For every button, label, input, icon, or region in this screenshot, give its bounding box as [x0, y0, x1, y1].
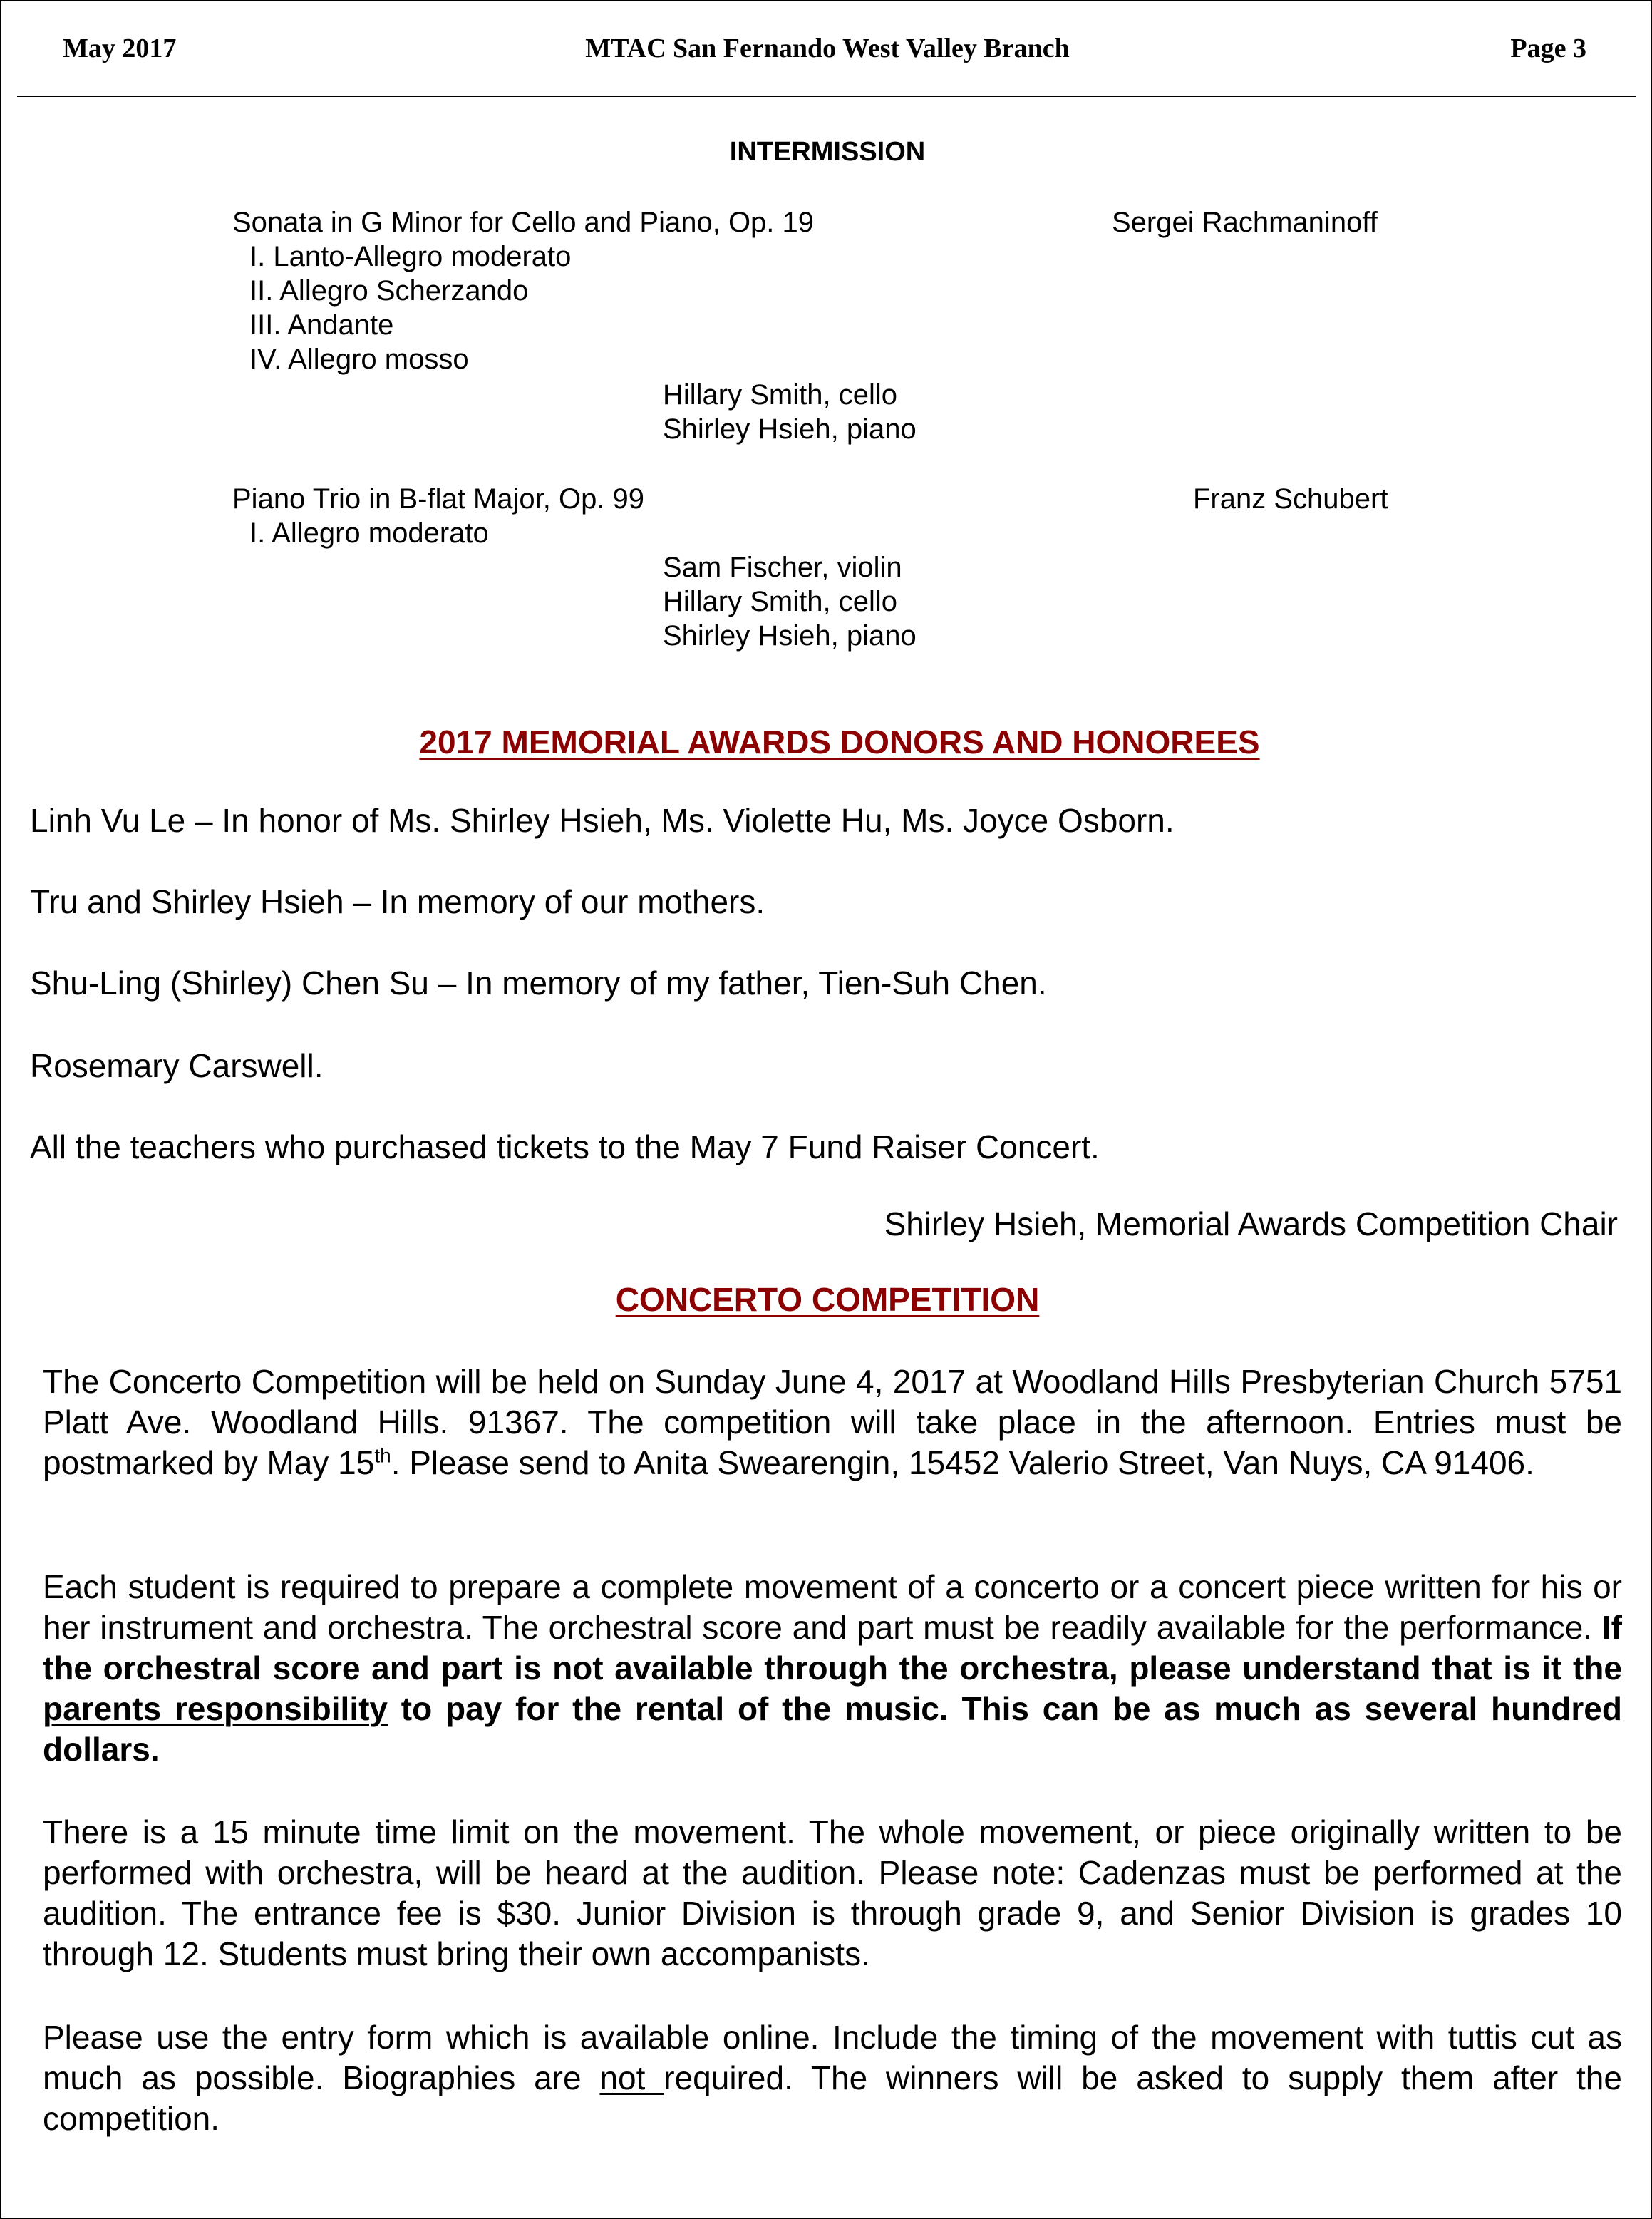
piece1-movement: IV. Allegro mosso — [249, 344, 469, 375]
intermission-label: INTERMISSION — [729, 137, 926, 167]
concerto-paragraph-4 — [43, 2017, 1622, 2139]
concerto-p2-text: Each student is required to prepare a complete movement of a concerto or a concert piece written for his or her instrument and orchestra. The orchestral score and part must be readily available for the performance. — [43, 1568, 1622, 1646]
piece1-performer: Shirley Hsieh, piano — [663, 413, 917, 445]
concerto-paragraph-1 — [43, 1361, 1622, 1483]
awards-entry: Rosemary Carswell. — [30, 1047, 324, 1084]
concerto-p1-text: . Please send to Anita Swearengin, 15452 Valerio Street, Van Nuys, CA 91406. — [391, 1444, 1534, 1481]
awards-entry: Linh Vu Le – In honor of Ms. Shirley Hsieh, Ms. Violette Hu, Ms. Joyce Osborn. — [30, 802, 1175, 839]
parents-responsibility-emphasis: parents responsibility — [43, 1690, 388, 1727]
piece1-title: Sonata in G Minor for Cello and Piano, Op. 19 — [232, 207, 815, 238]
piece2-composer: Franz Schubert — [1193, 483, 1388, 515]
header-page: Page 3 — [1510, 34, 1586, 63]
not-emphasis: not — [599, 2059, 664, 2096]
piece2-performer: Sam Fischer, violin — [663, 552, 902, 583]
concerto-p2-bold-text: If the orchestral score and part is not available through the orchestra, please understand that is it the — [43, 1609, 1622, 1687]
ordinal-suffix: th — [374, 1444, 391, 1467]
awards-entry: Tru and Shirley Hsieh – In memory of our mothers. — [30, 883, 765, 920]
piece2-movement: I. Allegro moderato — [249, 518, 489, 549]
awards-entry: Shu-Ling (Shirley) Chen Su – In memory of my father, Tien-Suh Chen. — [30, 964, 1047, 1002]
concerto-p4-text: required. The winners will be asked to supply them after the competition. — [43, 2059, 1622, 2137]
piece2-performer: Shirley Hsieh, piano — [663, 620, 917, 652]
concerto-paragraph-3: There is a 15 minute time limit on the movement. The whole movement, or piece originally written to be performed with orchestra, will be heard at the audition. Please note: Cadenzas must be performed at the audition. The entrance fee is $30. Junior Division is through grade 9, and Senior Division is grades 10 through 12. Students must bring their own accompanists. — [43, 1813, 1622, 1972]
piece1-composer: Sergei Rachmaninoff — [1112, 207, 1378, 238]
piece1-movement: II. Allegro Scherzando — [249, 275, 529, 307]
concerto-p4-text: Please use the entry form which is available online. Include the timing of the movement with tuttis cut as much as possible. Biographies are — [43, 2019, 1622, 2096]
piece1-performer: Hillary Smith, cello — [663, 379, 897, 411]
awards-signature: Shirley Hsieh, Memorial Awards Competition Chair — [884, 1205, 1618, 1242]
concerto-heading: CONCERTO COMPETITION — [615, 1281, 1040, 1318]
header-rule — [17, 96, 1636, 97]
header-org: MTAC San Fernando West Valley Branch — [585, 34, 1070, 63]
piece1-movement: I. Lanto-Allegro moderato — [249, 241, 572, 272]
concerto-p1-text: The Concerto Competition will be held on Sunday June 4, 2017 at Woodland Hills Presbyterian Church 5751 Platt Ave. Woodland Hills. 91367. The competition will take place in the afternoon. Entries must be postmarked by May 15 — [43, 1363, 1622, 1481]
piece2-performer: Hillary Smith, cello — [663, 586, 897, 617]
awards-entry: All the teachers who purchased tickets to the May 7 Fund Raiser Concert. — [30, 1128, 1100, 1165]
piece1-movement: III. Andante — [249, 309, 394, 341]
concerto-p2-bold-text: to pay for the rental of the music. This can be as much as several hundred dollars. — [43, 1690, 1622, 1768]
concerto-paragraph-2 — [43, 1567, 1622, 1770]
header-date: May 2017 — [63, 34, 177, 63]
awards-heading: 2017 MEMORIAL AWARDS DONORS AND HONOREES — [419, 724, 1260, 761]
piece2-title: Piano Trio in B-flat Major, Op. 99 — [232, 483, 645, 515]
